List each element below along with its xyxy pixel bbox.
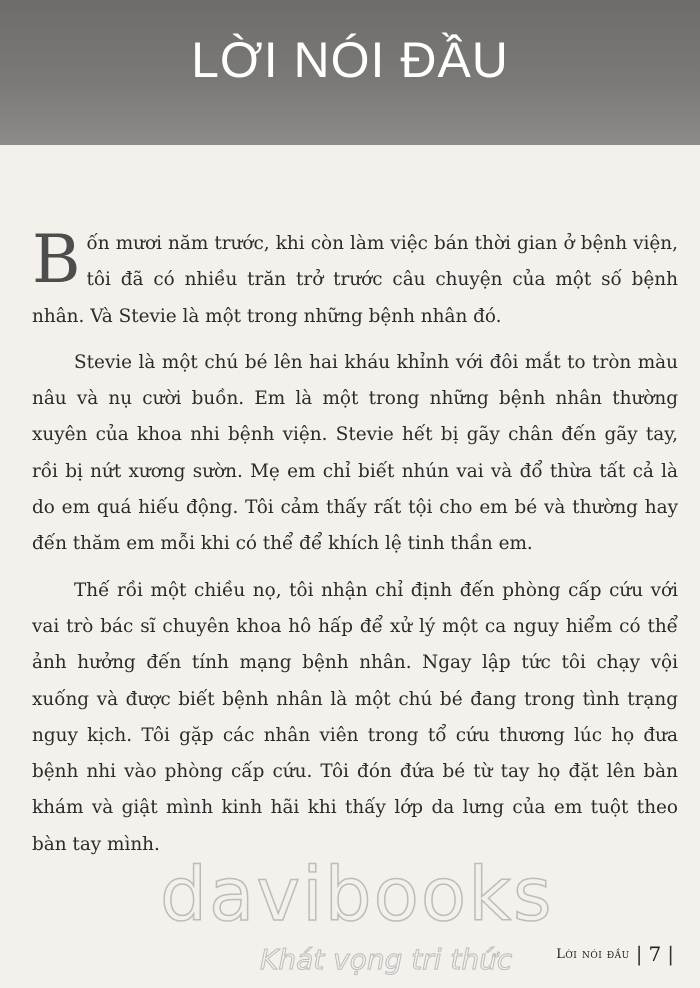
paragraph-3: Thế rồi một chiều nọ, tôi nhận chỉ định đến phòng cấp cứu với vai trò bác sĩ chuyên khoa hô hấp để xử lý một ca nguy hiểm có thể ảnh hưởng đến tính mạng bệnh nhân. Ngay lập tức tôi chạy vội xuống và được biết bệnh nhân là một chú bé đang trong tình trạng nguy kịch. Tôi gặp các nhân viên trong tổ cứu thương lúc họ đưa bệnh nhi vào phòng cấp cứu. Tôi đón đứa bé từ tay họ đặt lên bàn khám và giật mình kinh hãi khi thấy lớp da lưng của em tuột theo bàn tay mình. bbox=[32, 579, 678, 855]
paragraph-1 bbox=[32, 221, 678, 335]
watermark-brand: davibooks bbox=[160, 852, 554, 938]
page-footer bbox=[556, 942, 680, 966]
page-title: LỜI NÓI ĐẦU bbox=[191, 32, 509, 88]
running-footer-label: Lời nói đầu bbox=[556, 946, 630, 962]
footer-separator-left: | bbox=[635, 942, 643, 966]
body-text bbox=[32, 221, 678, 863]
paragraph-2: Stevie là một chú bé lên hai kháu khỉnh với đôi mắt to tròn màu nâu và nụ cười buồn. Em là một trong những bệnh nhân thường xuyên của khoa nhi bệnh viện. Stevie hết bị gãy chân đến gãy tay, rồi bị nứt xương sườn. Mẹ em chỉ biết nhún vai và đổ thừa tất cả là do em quá hiếu động. Tôi cảm thấy rất tội cho em bé và thường hay đến thăm em mỗi khi có thể để khích lệ tinh thần em. bbox=[32, 351, 678, 555]
header-band bbox=[0, 0, 700, 145]
drop-cap: B bbox=[32, 221, 81, 298]
watermark-tagline: Khát vọng tri thức bbox=[260, 943, 513, 976]
paragraph-1-text: ốn mươi năm trước, khi còn làm việc bán thời gian ở bệnh viện, tôi đã có nhiều trăn trở trước câu chuyện của một số bệnh nhân. Và Stevie là một trong những bệnh nhân đó. bbox=[32, 233, 678, 327]
page-number: 7 bbox=[648, 942, 662, 966]
footer-separator-right: | bbox=[667, 942, 674, 966]
